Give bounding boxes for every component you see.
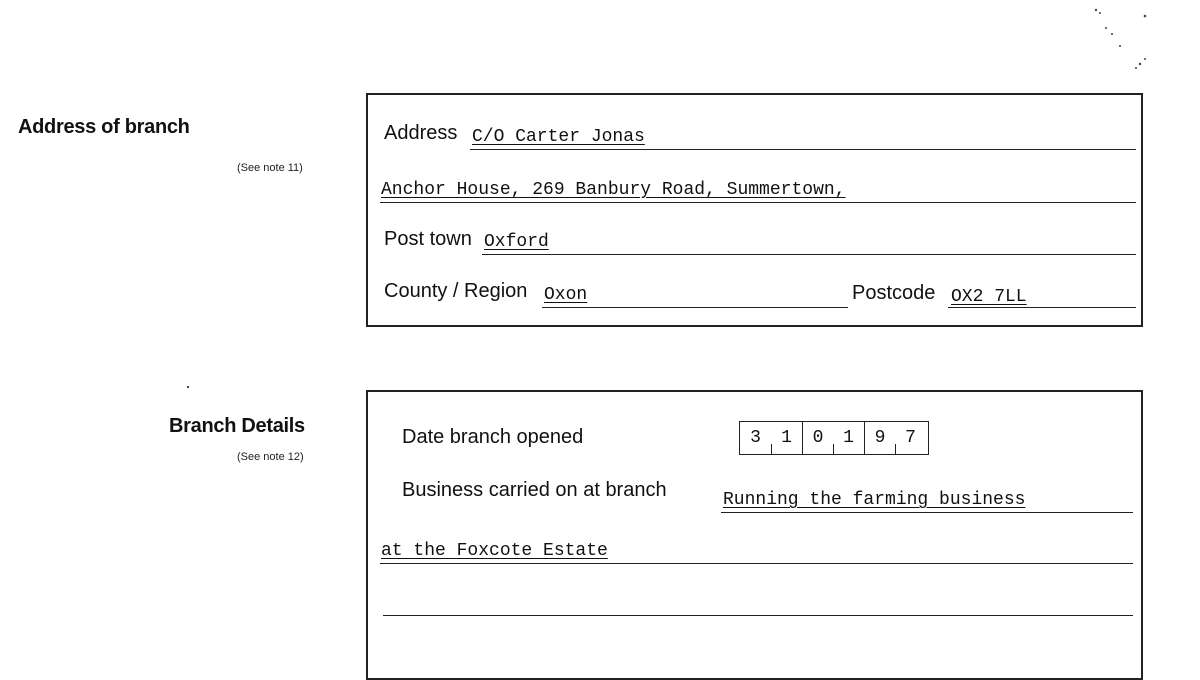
date-digit: 1 [771,422,802,454]
postcode-rule [948,307,1136,308]
address-section-note: (See note 11) [237,162,303,174]
business-line1-rule [721,512,1133,513]
address-line2-value[interactable]: Anchor House, 269 Banbury Road, Summertown, [381,180,846,200]
date-digit: 0 [802,422,833,454]
address-line1-value[interactable]: C/O Carter Jonas [472,127,645,147]
address-label: Address [384,122,458,144]
branch-section-note: (See note 12) [237,451,304,463]
date-digit: 1 [833,422,864,454]
address-section-title: Address of branch [18,116,190,138]
postcode-label: Postcode [852,282,936,304]
date-digit: 3 [750,428,761,448]
business-line2-value[interactable]: at the Foxcote Estate [381,541,608,561]
business-line2-rule [380,563,1133,564]
business-line3-rule [383,615,1133,616]
county-label: County / Region [384,280,528,302]
address-line1-rule [470,149,1136,150]
business-line1-value[interactable]: Running the farming business [723,490,1026,510]
county-rule [542,307,848,308]
branch-section-title: Branch Details [169,415,305,437]
date-digit: 7 [895,422,926,454]
address-line2-rule [380,202,1136,203]
post-town-label: Post town [384,228,472,250]
postcode-value[interactable]: OX2 7LL [951,287,1027,307]
scan-specks [1090,4,1150,74]
business-label: Business carried on at branch [402,479,667,501]
post-town-value[interactable]: Oxford [484,232,549,252]
post-town-rule [482,254,1136,255]
scan-noise-icon [1090,4,1150,74]
date-opened-label: Date branch opened [402,426,584,448]
date-opened-field[interactable] [739,421,929,455]
scan-dot [187,386,189,388]
county-value[interactable]: Oxon [544,285,588,305]
date-digit: 9 [864,422,895,454]
